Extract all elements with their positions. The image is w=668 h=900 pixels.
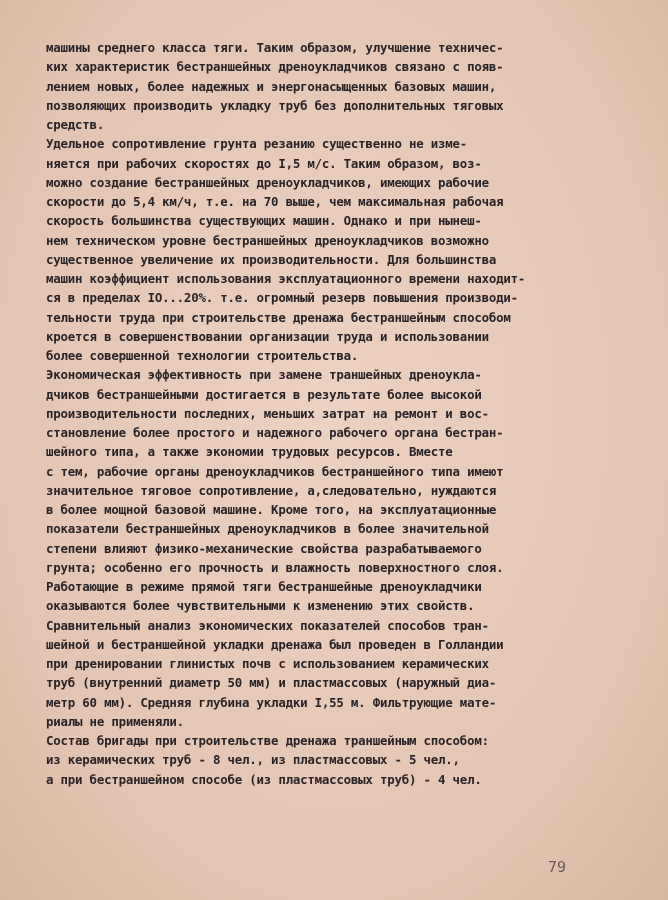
text-line: Удельное сопротивление грунта резанию существенно не изме-	[46, 136, 468, 152]
text-line: няется при рабочих скоростях до I,5 м/с. Таким образом, воз-	[46, 155, 482, 171]
text-line: машин коэффициент использования эксплуатационного времени находит-	[46, 271, 526, 286]
text-line: позволяющих производить укладку труб без дополнительных тяговых	[46, 97, 504, 113]
text-line: из керамических труб - 8 чел., из пластмассовых - 5 чел.,	[46, 752, 460, 768]
text-line: средств.	[46, 117, 105, 132]
text-line: ких характеристик бестраншейных дреноукладчиков связано с появ-	[46, 59, 504, 75]
text-line: в более мощной базовой машине. Кроме того, на эксплуатационные	[46, 502, 497, 517]
text-line: показатели бестраншейных дреноукладчиков в более значительной	[46, 521, 489, 537]
text-line: лением новых, более надежных и энергонасыщенных базовых машин,	[46, 78, 497, 94]
text-line: риалы не применяли.	[46, 713, 184, 729]
text-line: метр 60 мм). Средняя глубина укладки I,55 м. Фильтрующие мате-	[46, 694, 497, 710]
text-line: тельности труда при строительстве дренажа бестраншейным способом	[46, 309, 511, 325]
text-line: скорости до 5,4 км/ч, т.е. на 70 выше, чем максимальная рабочая	[46, 194, 504, 209]
text-line: Работающие в режиме прямой тяги бестраншейные дреноукладчики	[46, 579, 482, 594]
text-line: степени влияют физико-механические свойства разрабатываемого	[46, 540, 482, 556]
text-line: труб (внутренний диаметр 50 мм) и пластмассовых (наружный диа-	[46, 675, 497, 691]
page-number: 79	[548, 858, 567, 876]
text-line: с тем, рабочие органы дреноукладчиков бестраншейного типа имеют	[46, 463, 504, 479]
text-line: Сравнительный анализ экономических показателей способов тран-	[46, 617, 489, 633]
text-line: можно создание бестраншейных дреноукладчиков, имеющих рабочие	[46, 174, 489, 190]
text-line: производительности последних, меньших затрат на ремонт и вос-	[46, 405, 489, 421]
text-line: кроется в совершенствовании организации труда и использовании	[46, 328, 489, 344]
text-line: становление более простого и надежного рабочего органа бестран-	[46, 425, 504, 440]
text-line: значительное тяговое сопротивление, а,следовательно, нуждаются	[46, 482, 497, 498]
page-body-text	[46, 38, 636, 789]
text-line: грунта; особенно его прочность и влажность поверхностного слоя.	[46, 559, 504, 575]
text-line: Экономическая эффективность при замене траншейных дреноукла-	[46, 367, 482, 383]
text-line: машины среднего класса тяги. Таким образом, улучшение техничес-	[46, 40, 504, 55]
text-line: существенное увеличение их производительности. Для большинства	[46, 251, 497, 267]
text-line: при дренировании глинистых почв с использованием керамических	[46, 656, 489, 671]
text-line: нем техническом уровне бестраншейных дреноукладчиков возможно	[46, 232, 489, 248]
text-line: ся в пределах IO...20%. т.е. огромный резерв повышения производи-	[46, 290, 518, 306]
text-line: шейной и бестраншейной укладки дренажа был проведен в Голландии	[46, 636, 504, 652]
text-line: более совершенной технологии строительства.	[46, 348, 359, 363]
text-line: Состав бригады при строительстве дренажа траншейным способом:	[46, 733, 489, 748]
text-line: дчиков бестраншейными достигается в результате более высокой	[46, 386, 482, 402]
text-line: скорость большинства существующих машин. Однако и при нынеш-	[46, 213, 482, 229]
text-line: а при бестраншейном способе (из пластмассовых труб) - 4 чел.	[46, 771, 482, 787]
text-line: шейного типа, а также экономии трудовых ресурсов. Вместе	[46, 444, 453, 460]
text-line: оказываются более чувствительными к изменению этих свойств.	[46, 598, 475, 614]
